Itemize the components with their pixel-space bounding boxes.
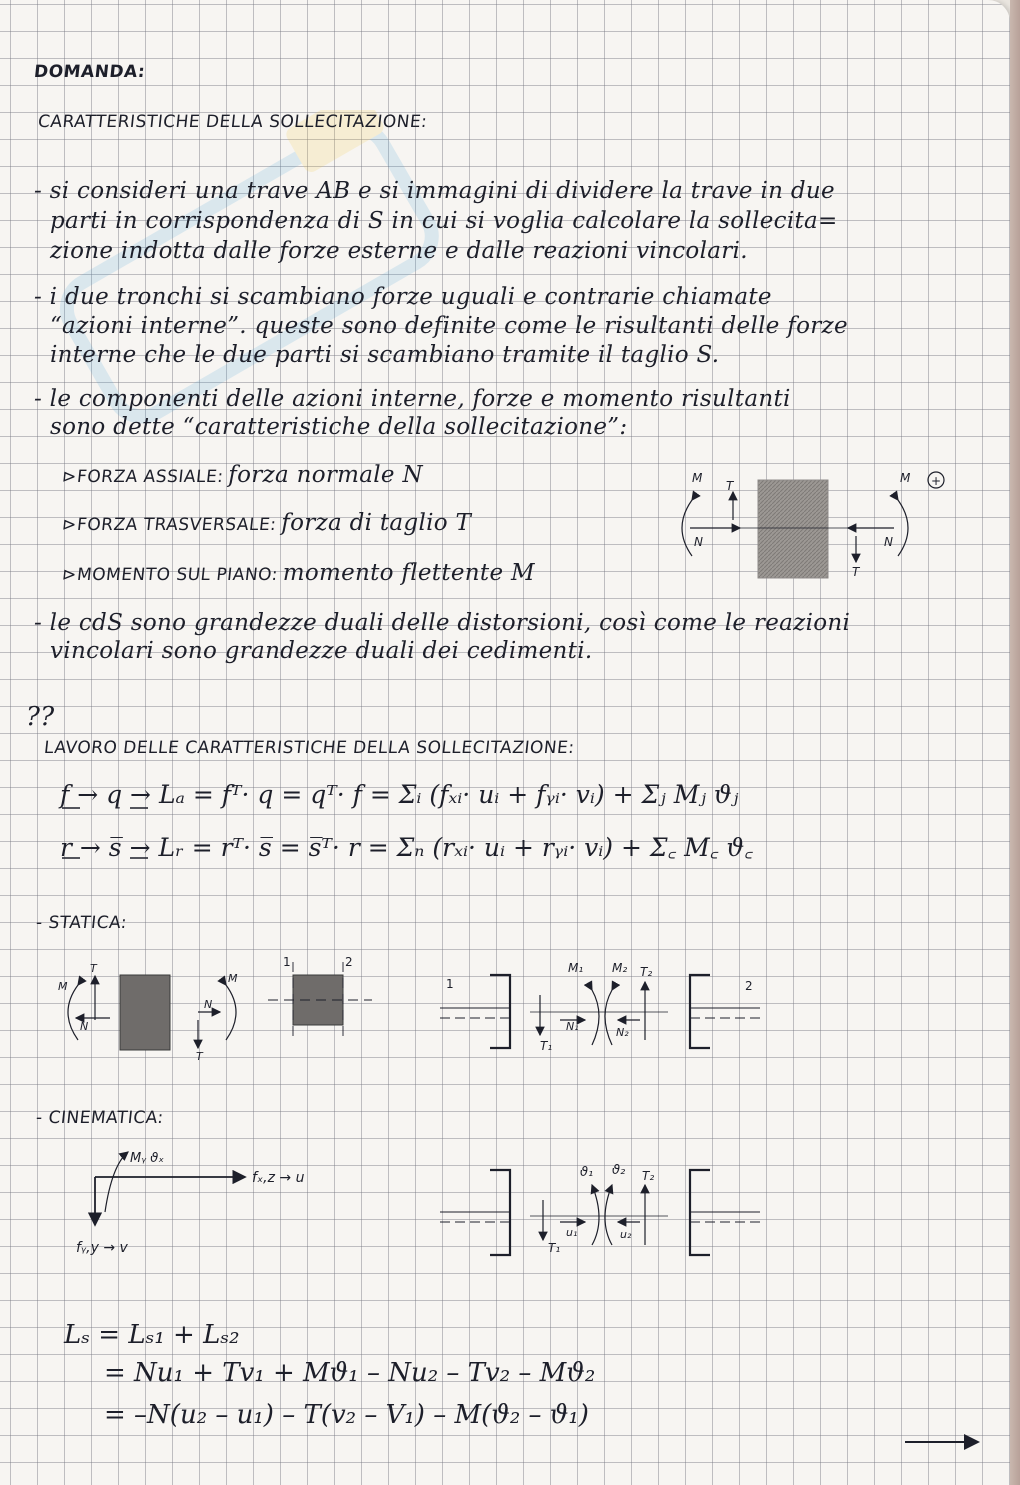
label-M1: M₁ [568, 961, 584, 975]
label-T-top: T [726, 479, 734, 493]
ls-line-3: = –N(u₂ – u₁) – T(v₂ – V₁) – M(ϑ₂ – ϑ₁) [104, 1400, 589, 1430]
bullet-1-line-2: parti in corrispondenza di S in cui si voglia calcolare la sollecita= [50, 208, 838, 234]
section-title: LAVORO DELLE CARATTERISTICHE DELLA SOLLECITAZIONE: [42, 738, 576, 758]
list-item-axial: ⊳FORZA ASSIALE: forza normale N [60, 462, 423, 488]
equation-underlines [62, 808, 148, 858]
label-axis-y: fᵧ,y → v [76, 1240, 128, 1256]
equation-2: r → s̅ → Lᵣ = rᵀ· s̅ = s̅ᵀ· r = Σₙ (rₓᵢ· uᵢ + rᵧᵢ· vᵢ) + Σ꜀ M꜀ ϑ꜀ [60, 833, 753, 862]
bullet-3-line-2: sono dette “caratteristiche della sollecitazione”: [50, 414, 628, 440]
bullet-1-line-1: - si consideri una trave AB e si immagini di dividere la trave in due [34, 178, 835, 204]
page-title: CARATTERISTICHE DELLA SOLLECITAZIONE: [36, 112, 429, 132]
label-1: 1 [283, 955, 291, 969]
label-axis-z: fₓ,z → u [252, 1170, 305, 1186]
label-M-right: M [900, 471, 911, 485]
label-T-bottom: T [852, 565, 860, 579]
label-axis-m: Mᵧ ϑₓ [130, 1151, 165, 1166]
label-theta2: ϑ₂ [612, 1163, 626, 1178]
section-block [758, 480, 828, 578]
cinematica-diagram [440, 1163, 760, 1255]
label-theta1: ϑ₁ [580, 1165, 594, 1180]
statica-diagram-2 [268, 955, 372, 1040]
cinematica-label: - CINEMATICA: [34, 1108, 165, 1128]
statica-diagram-1 [58, 962, 238, 1063]
label-2: 2 [745, 979, 753, 993]
label-M2: M₂ [612, 961, 628, 975]
bullet-4-line-1: - le cdS sono grandezze duali delle distorsioni, così come le reazioni [34, 610, 851, 636]
label-M: M [228, 972, 238, 985]
bullet-2-line-2: “azioni interne”. queste sono definite come le risultanti delle forze [50, 313, 848, 339]
label-N-right: N [884, 535, 893, 549]
heading: DOMANDA: [32, 62, 147, 82]
cinematica-axes [76, 1151, 305, 1256]
bullet-2-line-1: - i due tronchi si scambiano forze uguali e contrarie chiamate [34, 284, 772, 310]
label-2: 2 [345, 955, 353, 969]
sign-plus: + [931, 474, 942, 488]
label-M-left: M [692, 471, 703, 485]
label-T1: T₁ [548, 1241, 561, 1255]
label-T1: T₁ [540, 1039, 553, 1053]
list-item-moment: ⊳MOMENTO SUL PIANO: momento flettente M [60, 560, 535, 586]
label-u2: u₂ [620, 1228, 632, 1241]
label-N2: N₂ [616, 1026, 629, 1039]
label-1: 1 [446, 977, 454, 991]
label-N: N [204, 998, 213, 1011]
bullet-3-line-1: - le componenti delle azioni interne, forze e momento risultanti [34, 386, 791, 412]
label-M: M [58, 980, 68, 993]
question-mark: ?? [26, 702, 55, 732]
label-T: T [196, 1050, 203, 1063]
bullet-4-line-2: vincolari sono grandezze duali dei cedimenti. [50, 638, 593, 664]
label-N1: N₁ [566, 1020, 579, 1033]
statica-diagram-3 [440, 961, 760, 1053]
bullet-2-line-3: interne che le due parti si scambiano tramite il taglio S. [50, 342, 720, 368]
section-diagram-top [682, 471, 944, 579]
label-T2: T₂ [640, 965, 653, 979]
label-N-left: N [694, 535, 703, 549]
ls-line-2: = Nu₁ + Tv₁ + Mϑ₁ – Nu₂ – Tv₂ – Mϑ₂ [104, 1358, 596, 1388]
label-T: T [90, 962, 97, 975]
list-item-transverse: ⊳FORZA TRASVERSALE: forza di taglio T [60, 510, 472, 536]
bullet-1-line-3: zione indotta dalle forze esterne e dalle reazioni vincolari. [50, 238, 748, 264]
page-edge [1010, 0, 1020, 1485]
equation-1: f → q → Lₐ = fᵀ· q = qᵀ· f = Σᵢ (fₓᵢ· uᵢ + fᵧᵢ· vᵢ) + Σⱼ Mⱼ ϑⱼ [60, 780, 739, 809]
label-T2: T₂ [642, 1169, 655, 1183]
ls-line-1: Lₛ = Lₛ₁ + Lₛ₂ [64, 1320, 240, 1350]
label-N: N [80, 1020, 89, 1033]
statica-label: - STATICA: [34, 913, 129, 933]
label-u1: u₁ [566, 1226, 578, 1239]
